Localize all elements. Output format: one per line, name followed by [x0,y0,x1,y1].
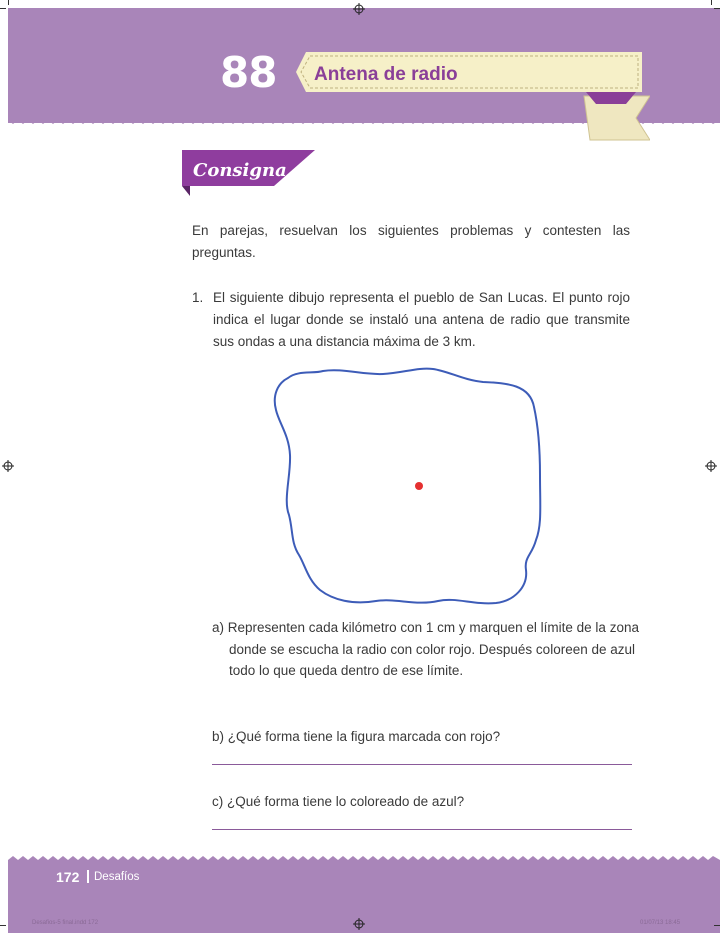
question-c: c) ¿Qué forma tiene lo coloreado de azul? [212,794,465,809]
town-outline [275,369,541,604]
lesson-number: 88 [220,48,277,97]
problem-text: El siguiente dibujo representa el pueblo de San Lucas. El punto rojo indica el lugar donde se instaló una antena de radio que transmite sus ondas a una distancia máxima de 3 km. [213,290,630,349]
print-slug-left: Desafios-5 final.indd 172 [32,920,99,926]
registration-mark-icon [353,3,365,15]
crop-mark [0,8,6,9]
lesson-title: Antena de radio [314,64,458,85]
registration-mark-icon [705,460,717,472]
answer-line-c[interactable] [212,829,632,830]
question-b: b) ¿Qué forma tiene la figura marcada con rojo? [212,729,501,744]
crop-mark [714,925,720,926]
instructions-text: En parejas, resuelvan los siguientes problemas y contesten las preguntas. [192,223,630,260]
answer-line-b[interactable] [212,764,632,765]
crop-mark [0,925,6,926]
footer-section-name: Desafíos [94,871,140,883]
crop-mark [8,0,9,5]
footer-separator [87,870,89,883]
crop-mark [711,0,712,5]
antenna-dot [415,482,423,490]
section-label: Consigna [193,160,287,181]
registration-mark-icon [353,918,365,930]
problem-number: 1. [192,290,204,305]
question-a: a) Representen cada kilómetro con 1 cm y marquen el límite de la zona donde se escucha la radio con color rojo. Después coloreen de azul todo lo que queda dentro de ese límite. [212,620,639,678]
registration-mark-icon [2,460,14,472]
print-slug-right: 01/07/13 18:45 [640,920,681,926]
town-map-figure [268,365,548,610]
crop-mark [714,8,720,9]
page-number: 172 [56,869,80,885]
